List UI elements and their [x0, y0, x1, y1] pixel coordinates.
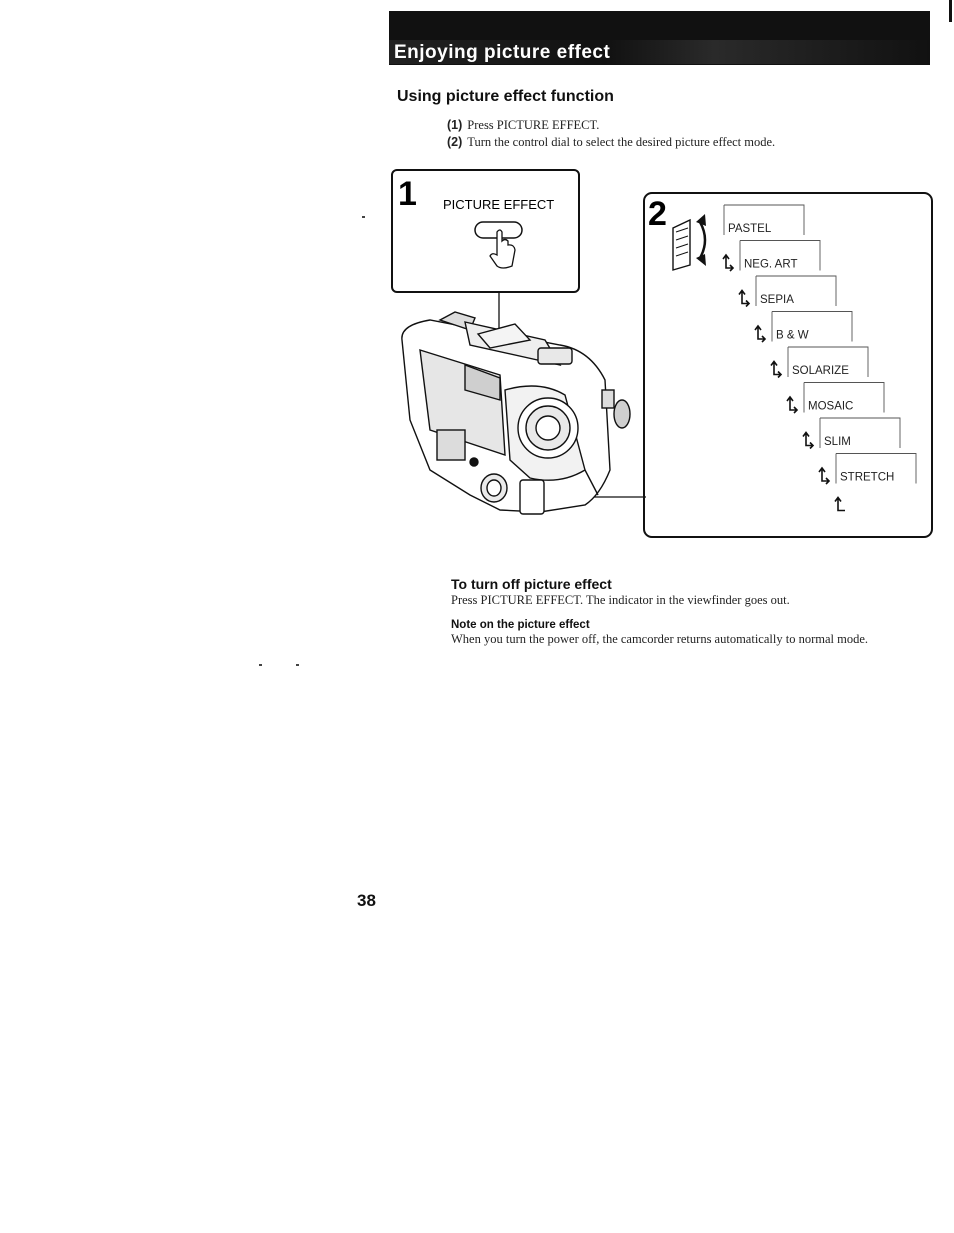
cycle-arrow-icon — [787, 397, 797, 413]
step-1-number: (1) — [447, 118, 463, 132]
panel-1-button-label: PICTURE EFFECT — [443, 197, 555, 212]
note-text: When you turn the power off, the camcorder returns automatically to normal mode. — [451, 632, 868, 646]
turn-off-text: Press PICTURE EFFECT. The indicator in the viewfinder goes out. — [451, 593, 790, 607]
mode-label: MOSAIC — [808, 400, 854, 413]
section-heading: Using picture effect function — [397, 88, 614, 105]
scan-mark — [259, 664, 262, 666]
cycle-arrow-icon — [723, 255, 733, 271]
panel-1-step-number: 1 — [398, 175, 417, 213]
mode-label: SOLARIZE — [792, 365, 849, 377]
scan-mark — [296, 664, 299, 666]
mode-list — [723, 205, 916, 511]
picture-effect-illustration — [0, 0, 954, 560]
mode-label: SEPIA — [760, 294, 794, 306]
cycle-arrow-icon — [739, 291, 749, 307]
mode-label: PASTEL — [728, 223, 772, 235]
cycle-arrow-icon — [835, 498, 845, 511]
cycle-arrow-icon — [819, 468, 829, 484]
note-heading: Note on the picture effect — [451, 619, 590, 631]
turn-off-heading: To turn off picture effect — [451, 576, 612, 592]
control-dial-icon — [673, 214, 706, 270]
cycle-arrow-icon — [755, 326, 765, 342]
step-1-text: Press PICTURE EFFECT. — [467, 118, 600, 132]
page-number: 38 — [357, 891, 376, 910]
camcorder-drawing — [402, 312, 630, 514]
mode-label: SLIM — [824, 436, 851, 448]
panel-1 — [392, 170, 579, 292]
page-title: Enjoying picture effect — [394, 42, 611, 63]
step-2-number: (2) — [447, 135, 463, 149]
step-2-text: Turn the control dial to select the desired picture effect mode. — [467, 135, 776, 149]
mode-label: STRETCH — [840, 471, 895, 484]
cycle-arrow-icon — [771, 362, 781, 378]
button-press-icon — [475, 222, 522, 268]
cycle-arrow-icon — [803, 433, 813, 449]
mode-label: B & W — [776, 329, 809, 342]
panel-2-step-number: 2 — [648, 195, 667, 233]
scan-mark — [362, 216, 365, 218]
mode-label: NEG. ART — [744, 258, 798, 271]
